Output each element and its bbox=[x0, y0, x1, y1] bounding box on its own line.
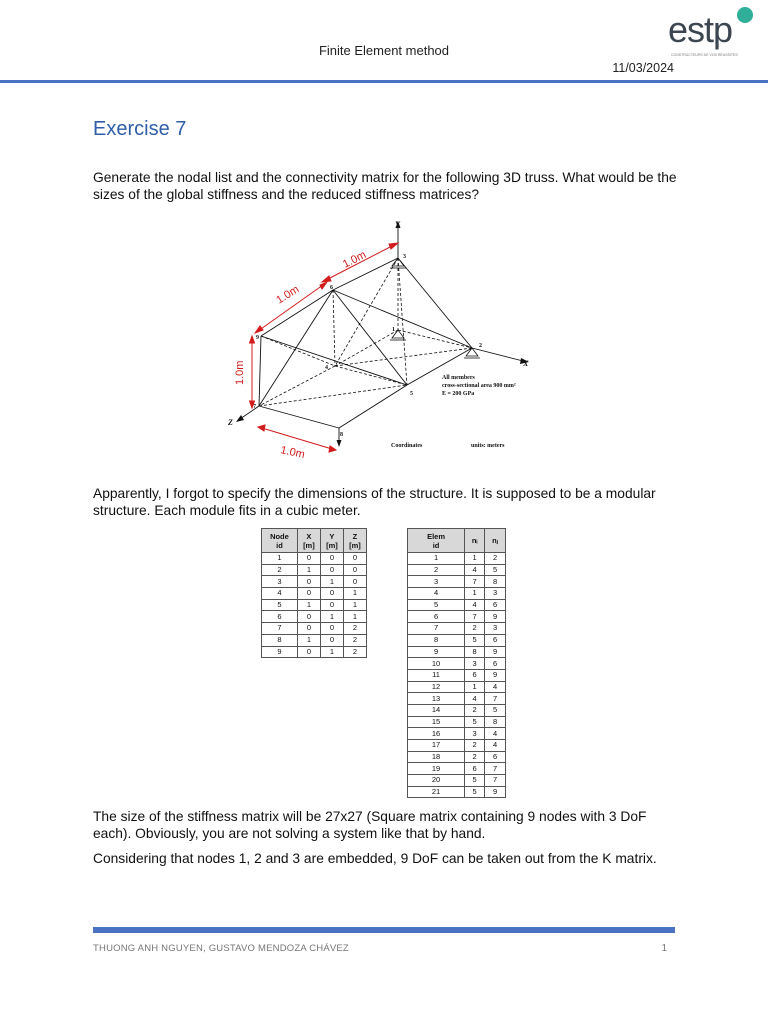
elems-cell: 4 bbox=[465, 693, 485, 705]
nodes-row bbox=[262, 553, 367, 565]
elems-cell: 4 bbox=[485, 681, 506, 693]
header-title: Finite Element method bbox=[318, 43, 450, 58]
elems-cell: 5 bbox=[465, 786, 485, 798]
nodes-cell: 1 bbox=[320, 576, 343, 588]
nodes-row bbox=[262, 611, 367, 623]
nodes-cell: 2 bbox=[262, 564, 298, 576]
note-line-3: E = 200 GPa bbox=[442, 391, 475, 397]
nodes-cell: 1 bbox=[297, 564, 320, 576]
footer-rule bbox=[93, 927, 675, 933]
elems-cell: 2 bbox=[465, 740, 485, 752]
nodes-row bbox=[262, 588, 367, 600]
nodes-cell: 0 bbox=[343, 564, 366, 576]
footer-page-number: 1 bbox=[661, 943, 667, 954]
elems-header-nj: nⱼ bbox=[485, 529, 506, 553]
elems-cell: 1 bbox=[408, 553, 465, 565]
elems-cell: 1 bbox=[465, 553, 485, 565]
elems-cell: 9 bbox=[485, 646, 506, 658]
z-axis bbox=[240, 406, 259, 419]
elems-cell: 7 bbox=[485, 775, 506, 787]
elems-cell: 1 bbox=[465, 681, 485, 693]
node-label-6: 6 bbox=[330, 285, 333, 291]
z-axis-label: Z bbox=[228, 418, 233, 427]
nodes-row bbox=[262, 599, 367, 611]
elems-cell: 8 bbox=[408, 634, 465, 646]
nodes-cell: 0 bbox=[297, 611, 320, 623]
elems-row bbox=[408, 693, 506, 705]
elems-cell: 2 bbox=[465, 751, 485, 763]
elems-cell: 1 bbox=[465, 588, 485, 600]
nodes-header-y: Y [m] bbox=[320, 529, 343, 553]
nodes-cell: 0 bbox=[320, 623, 343, 635]
nodal-list-table bbox=[261, 528, 367, 658]
elems-cell: 7 bbox=[408, 623, 465, 635]
nodes-header-z: Z [m] bbox=[343, 529, 366, 553]
caption-units: units: meters bbox=[471, 443, 505, 449]
elems-row bbox=[408, 669, 506, 681]
truss-figure bbox=[222, 212, 558, 464]
nodes-cell: 0 bbox=[320, 588, 343, 600]
elems-cell: 5 bbox=[465, 716, 485, 728]
elems-header-ni: nᵢ bbox=[465, 529, 485, 553]
elems-row bbox=[408, 564, 506, 576]
elems-row bbox=[408, 775, 506, 787]
elems-row bbox=[408, 751, 506, 763]
nodes-cell: 0 bbox=[297, 576, 320, 588]
elems-cell: 2 bbox=[465, 623, 485, 635]
elems-row bbox=[408, 646, 506, 658]
exercise-title: Exercise 7 bbox=[93, 118, 187, 140]
nodes-cell: 0 bbox=[297, 623, 320, 635]
elems-cell: 14 bbox=[408, 704, 465, 716]
connectivity-table bbox=[407, 528, 506, 798]
nodes-cell: 1 bbox=[343, 611, 366, 623]
nodes-cell: 1 bbox=[297, 634, 320, 646]
nodes-row bbox=[262, 646, 367, 658]
note-line-1: All members bbox=[442, 375, 475, 381]
dim-label-vertical: 1.0m bbox=[234, 360, 246, 385]
paragraph-reduced: Considering that nodes 1, 2 and 3 are embedded, 9 DoF can be taken out from the K matrix. bbox=[93, 851, 657, 866]
elems-row bbox=[408, 588, 506, 600]
nodes-cell: 1 bbox=[297, 599, 320, 611]
elems-header-row bbox=[408, 529, 506, 553]
nodes-row bbox=[262, 564, 367, 576]
elems-cell: 7 bbox=[485, 693, 506, 705]
elems-header-id: Elem id bbox=[408, 529, 465, 553]
nodes-row bbox=[262, 634, 367, 646]
elems-cell: 2 bbox=[408, 564, 465, 576]
x-axis bbox=[472, 348, 523, 361]
footer-authors: THUONG ANH NGUYEN, GUSTAVO MENDOZA CHÁVEZ bbox=[93, 943, 349, 954]
elems-cell: 6 bbox=[485, 751, 506, 763]
elems-cell: 2 bbox=[465, 704, 485, 716]
node-label-1: 1 bbox=[392, 327, 395, 333]
paragraph-stiffness-size: The size of the stiffness matrix will be 27x27 (Square matrix containing 9 nodes with 3 DoF each). Obviously, you are not solving a system like that by hand. bbox=[93, 809, 647, 841]
node-label-2: 2 bbox=[479, 343, 482, 349]
elems-cell: 16 bbox=[408, 728, 465, 740]
logo-dot-icon bbox=[737, 7, 753, 23]
nodes-header-id: Node id bbox=[262, 529, 298, 553]
nodes-cell: 0 bbox=[320, 634, 343, 646]
elems-row bbox=[408, 611, 506, 623]
elems-cell: 6 bbox=[465, 669, 485, 681]
elems-cell: 3 bbox=[465, 728, 485, 740]
elems-cell: 13 bbox=[408, 693, 465, 705]
elems-cell: 6 bbox=[485, 634, 506, 646]
elems-row bbox=[408, 658, 506, 670]
elems-cell: 6 bbox=[408, 611, 465, 623]
elems-cell: 9 bbox=[485, 669, 506, 681]
elems-cell: 15 bbox=[408, 716, 465, 728]
nodes-header-x: X [m] bbox=[297, 529, 320, 553]
nodes-cell: 9 bbox=[262, 646, 298, 658]
node-label-5: 5 bbox=[410, 391, 413, 397]
z-axis-arrow-icon bbox=[236, 415, 244, 422]
elems-cell: 4 bbox=[465, 599, 485, 611]
dim-label-left-top: 1.0m bbox=[274, 283, 302, 307]
elems-row bbox=[408, 634, 506, 646]
nodes-cell: 1 bbox=[343, 588, 366, 600]
dim-label-top: 1.0m bbox=[340, 248, 369, 271]
elems-cell: 9 bbox=[485, 611, 506, 623]
elems-cell: 2 bbox=[485, 553, 506, 565]
nodes-cell: 3 bbox=[262, 576, 298, 588]
elems-cell: 19 bbox=[408, 763, 465, 775]
dim-label-bottom: 1.0m bbox=[279, 444, 306, 462]
elems-cell: 12 bbox=[408, 681, 465, 693]
elems-cell: 17 bbox=[408, 740, 465, 752]
elems-row bbox=[408, 599, 506, 611]
elems-row bbox=[408, 716, 506, 728]
node-label-7: 7 bbox=[253, 404, 256, 410]
elems-cell: 11 bbox=[408, 669, 465, 681]
elems-cell: 21 bbox=[408, 786, 465, 798]
dimension-labels bbox=[234, 249, 368, 461]
elems-cell: 18 bbox=[408, 751, 465, 763]
nodes-cell: 1 bbox=[262, 553, 298, 565]
nodes-cell: 0 bbox=[297, 553, 320, 565]
nodes-cell: 0 bbox=[320, 599, 343, 611]
paragraph-dimensions: Apparently, I forgot to specify the dimensions of the structure. It is supposed to be a modular structure. Each module fits in a cubic meter. bbox=[93, 486, 656, 518]
elems-cell: 3 bbox=[408, 576, 465, 588]
elems-cell: 4 bbox=[465, 564, 485, 576]
elems-cell: 4 bbox=[408, 588, 465, 600]
note-line-2: cross-sectional area 900 mm² bbox=[442, 383, 516, 389]
nodes-cell: 0 bbox=[297, 646, 320, 658]
elems-row bbox=[408, 728, 506, 740]
elems-cell: 4 bbox=[485, 740, 506, 752]
nodes-cell: 0 bbox=[320, 553, 343, 565]
intro-paragraph: Generate the nodal list and the connectivity matrix for the following 3D truss. What would be the sizes of the global stiffness and the reduced stiffness matrices? bbox=[93, 170, 677, 202]
axis-labels bbox=[227, 220, 529, 427]
elems-cell: 6 bbox=[485, 658, 506, 670]
elems-cell: 3 bbox=[485, 588, 506, 600]
elems-cell: 5 bbox=[465, 634, 485, 646]
support-icons bbox=[390, 258, 480, 358]
node-label-8: 8 bbox=[340, 432, 343, 438]
y-axis-label: Y bbox=[395, 220, 400, 229]
node-label-9: 9 bbox=[256, 335, 259, 341]
elems-cell: 9 bbox=[485, 786, 506, 798]
nodes-cell: 7 bbox=[262, 623, 298, 635]
nodes-cell: 1 bbox=[320, 611, 343, 623]
nodes-cell: 0 bbox=[343, 553, 366, 565]
elems-cell: 7 bbox=[465, 611, 485, 623]
header-date: 11/03/2024 bbox=[612, 61, 674, 75]
elems-cell: 10 bbox=[408, 658, 465, 670]
elems-cell: 8 bbox=[485, 576, 506, 588]
elems-cell: 5 bbox=[485, 564, 506, 576]
elems-cell: 8 bbox=[485, 716, 506, 728]
caption-coordinates: Coordinates bbox=[391, 443, 423, 449]
elems-row bbox=[408, 576, 506, 588]
elems-cell: 4 bbox=[485, 728, 506, 740]
estp-logo bbox=[668, 4, 760, 62]
elems-cell: 5 bbox=[485, 704, 506, 716]
header-rule bbox=[0, 80, 768, 83]
logo-subtext: CONSTRUCTEURS DE VOS RÉUSSITES bbox=[671, 53, 738, 57]
elems-row bbox=[408, 623, 506, 635]
nodes-row bbox=[262, 623, 367, 635]
elems-row bbox=[408, 704, 506, 716]
logo-text: estp bbox=[668, 9, 733, 50]
figure-notes bbox=[391, 375, 516, 449]
nodes-cell: 0 bbox=[297, 588, 320, 600]
elems-cell: 8 bbox=[465, 646, 485, 658]
elems-cell: 6 bbox=[465, 763, 485, 775]
elems-cell: 7 bbox=[485, 763, 506, 775]
elems-cell: 9 bbox=[408, 646, 465, 658]
elems-cell: 5 bbox=[408, 599, 465, 611]
nodes-cell: 1 bbox=[343, 599, 366, 611]
nodes-cell: 2 bbox=[343, 646, 366, 658]
dimension-lines bbox=[250, 243, 399, 452]
x-axis-label: X bbox=[523, 359, 529, 368]
nodes-cell: 1 bbox=[320, 646, 343, 658]
elems-cell: 5 bbox=[465, 775, 485, 787]
elems-cell: 3 bbox=[465, 658, 485, 670]
node-label-3: 3 bbox=[403, 254, 406, 260]
elems-cell: 20 bbox=[408, 775, 465, 787]
nodes-cell: 4 bbox=[262, 588, 298, 600]
elems-cell: 3 bbox=[485, 623, 506, 635]
nodes-cell: 0 bbox=[343, 576, 366, 588]
elems-row bbox=[408, 786, 506, 798]
elems-cell: 7 bbox=[465, 576, 485, 588]
elems-row bbox=[408, 553, 506, 565]
nodes-cell: 2 bbox=[343, 634, 366, 646]
nodes-cell: 2 bbox=[343, 623, 366, 635]
node-label-4: 4 bbox=[325, 365, 328, 371]
elems-cell: 6 bbox=[485, 599, 506, 611]
nodes-header-row bbox=[262, 529, 367, 553]
load-arrow-icon bbox=[337, 440, 342, 447]
nodes-row bbox=[262, 576, 367, 588]
elems-row bbox=[408, 681, 506, 693]
elems-row bbox=[408, 740, 506, 752]
nodes-cell: 0 bbox=[320, 564, 343, 576]
nodes-cell: 6 bbox=[262, 611, 298, 623]
nodes-cell: 8 bbox=[262, 634, 298, 646]
elems-row bbox=[408, 763, 506, 775]
nodes-cell: 5 bbox=[262, 599, 298, 611]
